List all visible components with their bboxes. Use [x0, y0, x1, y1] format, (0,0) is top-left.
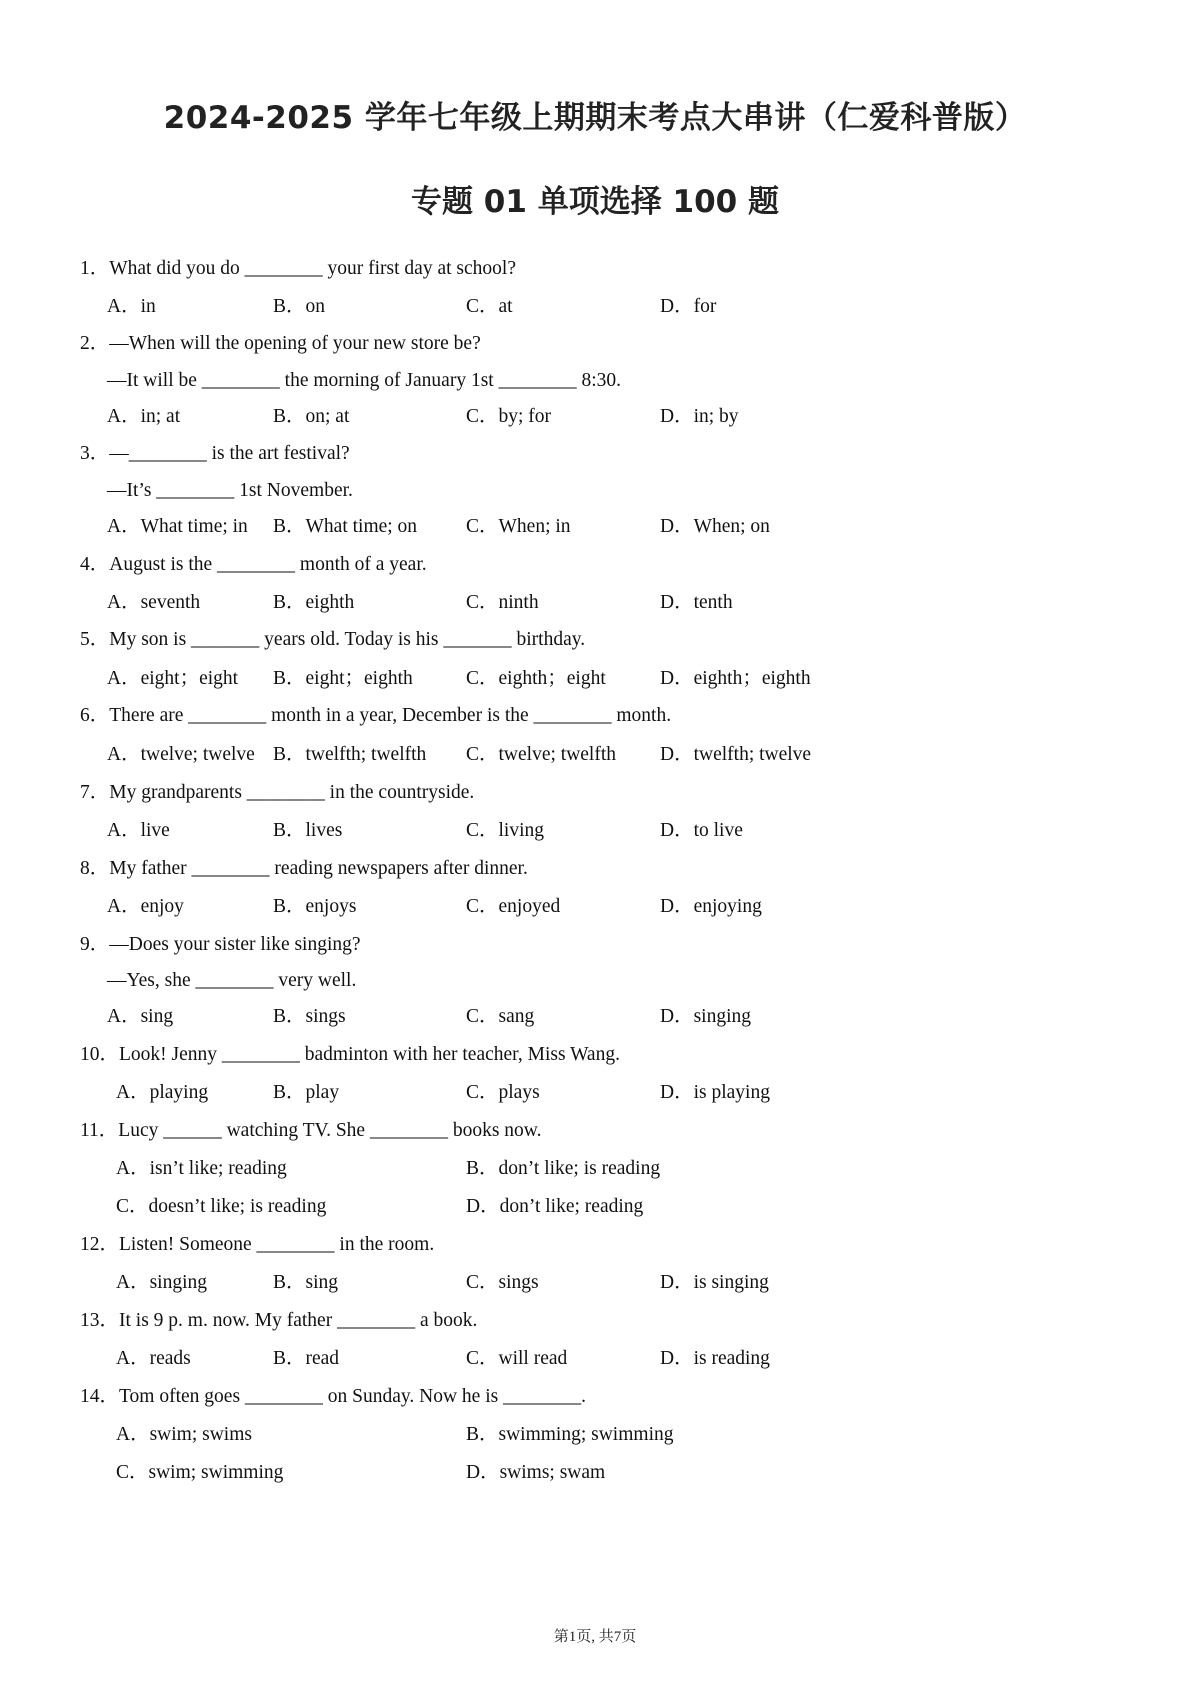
page-number: 第1页, 共7页 — [553, 1629, 637, 1645]
question-12-option-a: A．singing — [116, 1272, 208, 1293]
question-2-stem: 2．—When will the opening of your new store be? — [80, 333, 481, 354]
question-3-option-a: A．What time; in — [107, 516, 248, 537]
question-9-stem: 9．—Does your sister like singing? — [80, 934, 361, 955]
question-7-option-d: D．to live — [660, 820, 743, 841]
question-8-option-c: C．enjoyed — [466, 896, 561, 917]
document-subtitle: 专题 01 单项选择 100 题 — [410, 184, 780, 220]
question-10-option-c: C．plays — [466, 1082, 540, 1103]
question-11-option-b: B．don’t like; is reading — [466, 1158, 661, 1179]
question-1-option-c: C．at — [466, 296, 513, 317]
question-2-option-a: A．in; at — [107, 406, 181, 427]
question-12-option-b: B．sing — [273, 1272, 339, 1293]
question-1-option-a: A．in — [107, 296, 156, 317]
question-9-stem-line-2: —Yes, she ________ very well. — [107, 970, 357, 991]
question-3-option-b: B．What time; on — [273, 516, 418, 537]
question-8-stem: 8．My father ________ reading newspapers after dinner. — [80, 858, 528, 879]
question-11-option-d: D．don’t like; reading — [466, 1196, 644, 1217]
question-4-option-a: A．seventh — [107, 592, 201, 613]
question-2-option-b: B．on; at — [273, 406, 350, 427]
question-6-option-c: C．twelve; twelfth — [466, 744, 617, 765]
question-7-stem: 7．My grandparents ________ in the countryside. — [80, 782, 475, 803]
question-14-stem: 14．Tom often goes ________ on Sunday. Now he is ________. — [80, 1386, 586, 1407]
question-4-option-b: B．eighth — [273, 592, 355, 613]
question-6-option-b: B．twelfth; twelfth — [273, 744, 427, 765]
question-1-stem: 1．What did you do ________ your first day at school? — [80, 258, 516, 279]
question-7-option-a: A．live — [107, 820, 170, 841]
question-12-option-d: D．is singing — [660, 1272, 769, 1293]
question-14-option-d: D．swims; swam — [466, 1462, 606, 1483]
question-12-stem: 12．Listen! Someone ________ in the room. — [80, 1234, 435, 1255]
question-10-option-b: B．play — [273, 1082, 340, 1103]
document-title: 2024-2025 学年七年级上期期末考点大串讲（仁爱科普版） — [163, 100, 1027, 136]
question-13-option-c: C．will read — [466, 1348, 568, 1369]
question-4-stem: 4．August is the ________ month of a year. — [80, 554, 427, 575]
question-8-option-d: D．enjoying — [660, 896, 762, 917]
question-1-option-b: B．on — [273, 296, 326, 317]
question-6-option-d: D．twelfth; twelve — [660, 744, 812, 765]
question-9-option-d: D．singing — [660, 1006, 752, 1027]
question-5-option-c: C．eighth；eight — [466, 668, 606, 689]
question-5-option-a: A．eight；eight — [107, 668, 239, 689]
question-13-stem: 13．It is 9 p. m. now. My father ________ a book. — [80, 1310, 478, 1331]
question-8-option-b: B．enjoys — [273, 896, 357, 917]
question-14-option-c: C．swim; swimming — [116, 1462, 284, 1483]
question-10-option-d: D．is playing — [660, 1082, 770, 1103]
question-13-option-d: D．is reading — [660, 1348, 770, 1369]
question-9-option-a: A．sing — [107, 1006, 174, 1027]
question-13-option-b: B．read — [273, 1348, 340, 1369]
question-5-stem: 5．My son is _______ years old. Today is his _______ birthday. — [80, 629, 586, 650]
question-12-option-c: C．sings — [466, 1272, 539, 1293]
question-9-option-b: B．sings — [273, 1006, 346, 1027]
question-10-stem: 10．Look! Jenny ________ badminton with her teacher, Miss Wang. — [80, 1044, 620, 1065]
question-2-stem-line-2: —It will be ________ the morning of January 1st ________ 8:30. — [107, 370, 621, 391]
question-14-option-b: B．swimming; swimming — [466, 1424, 674, 1445]
question-9-option-c: C．sang — [466, 1006, 535, 1027]
question-2-option-c: C．by; for — [466, 406, 552, 427]
question-6-stem: 6．There are ________ month in a year, December is the ________ month. — [80, 705, 672, 726]
question-1-option-d: D．for — [660, 296, 717, 317]
question-4-option-d: D．tenth — [660, 592, 733, 613]
question-8-option-a: A．enjoy — [107, 896, 184, 917]
question-13-option-a: A．reads — [116, 1348, 191, 1369]
question-11-stem: 11．Lucy ______ watching TV. She ________ books now. — [80, 1120, 542, 1141]
question-6-option-a: A．twelve; twelve — [107, 744, 255, 765]
question-7-option-c: C．living — [466, 820, 545, 841]
question-5-option-d: D．eighth；eighth — [660, 668, 811, 689]
question-4-option-c: C．ninth — [466, 592, 539, 613]
question-7-option-b: B．lives — [273, 820, 343, 841]
question-3-stem: 3．—________ is the art festival? — [80, 443, 350, 464]
question-11-option-a: A．isn’t like; reading — [116, 1158, 287, 1179]
question-3-stem-line-2: —It’s ________ 1st November. — [107, 480, 353, 501]
question-10-option-a: A．playing — [116, 1082, 209, 1103]
question-3-option-c: C．When; in — [466, 516, 571, 537]
question-5-option-b: B．eight；eighth — [273, 668, 413, 689]
question-11-option-c: C．doesn’t like; is reading — [116, 1196, 327, 1217]
question-2-option-d: D．in; by — [660, 406, 739, 427]
question-14-option-a: A．swim; swims — [116, 1424, 252, 1445]
question-3-option-d: D．When; on — [660, 516, 770, 537]
